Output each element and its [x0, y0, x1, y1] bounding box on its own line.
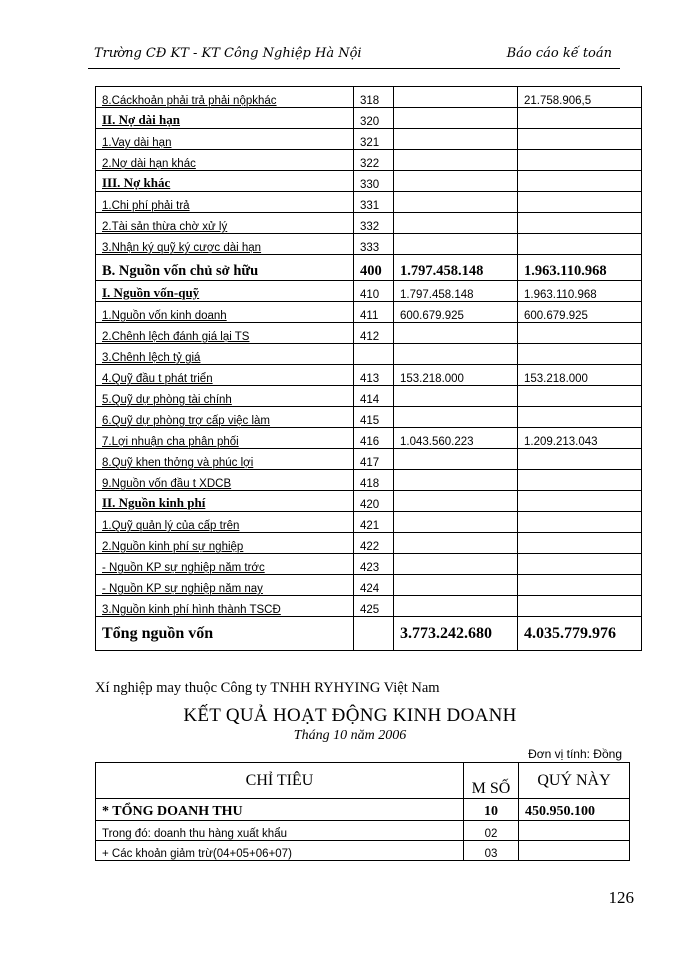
table-row	[96, 799, 630, 821]
row-code: 415	[354, 407, 394, 428]
table-row	[96, 171, 642, 192]
report-title: KẾT QUẢ HOẠT ĐỘNG KINH DOANH	[183, 705, 517, 726]
row-value-closing: 1.963.110.968	[518, 255, 642, 281]
row-label: 9.Nguồn vốn đầu t XDCB	[96, 470, 354, 491]
row-value-opening	[394, 108, 518, 129]
table-row	[96, 386, 642, 407]
table-header-row	[96, 763, 630, 799]
row-label: II. Nguồn kinh phí	[96, 491, 354, 512]
row-label: I. Nguồn vốn-quỹ	[96, 281, 354, 302]
table-row	[96, 234, 642, 255]
row-code: 410	[354, 281, 394, 302]
row-code: 331	[354, 192, 394, 213]
table-row	[96, 192, 642, 213]
row-value-opening	[394, 575, 518, 596]
row-value-opening	[394, 150, 518, 171]
table-row	[96, 491, 642, 512]
row-code: 424	[354, 575, 394, 596]
row-label: III. Nợ khác	[96, 171, 354, 192]
row-label: - Nguồn KP sự nghiệp năm nay	[96, 575, 354, 596]
row-value-opening	[394, 323, 518, 344]
row-value-opening	[394, 512, 518, 533]
row-value-opening	[394, 129, 518, 150]
table-row	[96, 449, 642, 470]
row-value-closing	[518, 449, 642, 470]
row-value-closing: 1.963.110.968	[518, 281, 642, 302]
table-row	[96, 87, 642, 108]
row-label: 3.Nhận ký quỹ ký cược dài hạn	[96, 234, 354, 255]
row-value-closing	[518, 533, 642, 554]
row-value	[519, 821, 630, 841]
row-code: 10	[464, 799, 519, 821]
row-value-closing: 1.209.213.043	[518, 428, 642, 449]
table-row	[96, 428, 642, 449]
row-label: 6.Quỹ dự phòng trợ cấp việc làm	[96, 407, 354, 428]
row-code: 425	[354, 596, 394, 617]
company-name: Xí nghiệp may thuộc Công ty TNHH RYHYING Việt Nam	[95, 680, 440, 696]
row-label: 2.Tài sản thừa chờ xử lý	[96, 213, 354, 234]
row-value-opening: 1.797.458.148	[394, 281, 518, 302]
total-opening: 3.773.242.680	[394, 617, 518, 651]
table-row	[96, 533, 642, 554]
table-row	[96, 407, 642, 428]
row-value-closing	[518, 596, 642, 617]
row-code: 03	[464, 841, 519, 861]
income-statement-table	[95, 762, 630, 861]
row-value-opening	[394, 554, 518, 575]
table-row	[96, 821, 630, 841]
row-code	[354, 344, 394, 365]
row-value-opening: 1.797.458.148	[394, 255, 518, 281]
row-label: 3.Chênh lệch tỷ giá	[96, 344, 354, 365]
row-value-opening	[394, 449, 518, 470]
table-row	[96, 470, 642, 491]
row-value-opening	[394, 192, 518, 213]
total-closing: 4.035.779.976	[518, 617, 642, 651]
table-row	[96, 129, 642, 150]
row-code: 411	[354, 302, 394, 323]
row-value-opening	[394, 386, 518, 407]
row-value-closing: 21.758.906,5	[518, 87, 642, 108]
row-code: 423	[354, 554, 394, 575]
row-value-opening	[394, 470, 518, 491]
row-value-closing	[518, 575, 642, 596]
row-value-opening	[394, 491, 518, 512]
header-report-type: Báo cáo kế toán	[506, 46, 612, 61]
row-label: 1.Vay dài hạn	[96, 129, 354, 150]
row-value-closing	[518, 150, 642, 171]
row-label: Trong đó: doanh thu hàng xuất khẩu	[96, 821, 464, 841]
row-value-opening: 153.218.000	[394, 365, 518, 386]
row-code: 421	[354, 512, 394, 533]
table-row	[96, 596, 642, 617]
row-value-closing: 153.218.000	[518, 365, 642, 386]
row-code: 333	[354, 234, 394, 255]
row-label: B. Nguồn vốn chủ sở hữu	[96, 255, 354, 281]
page-header	[88, 44, 620, 66]
row-value	[519, 841, 630, 861]
row-value-opening	[394, 213, 518, 234]
row-value-opening: 1.043.560.223	[394, 428, 518, 449]
row-code: 416	[354, 428, 394, 449]
row-code: 414	[354, 386, 394, 407]
row-label: II. Nợ dài hạn	[96, 108, 354, 129]
row-value-opening	[394, 596, 518, 617]
row-label: 2.Nợ dài hạn khác	[96, 150, 354, 171]
row-value-closing	[518, 491, 642, 512]
table-row	[96, 841, 630, 861]
unit-label: Đơn vị tính: Đồng	[528, 747, 622, 761]
table-row	[96, 554, 642, 575]
row-label: - Nguồn KP sự nghiệp năm trớc	[96, 554, 354, 575]
row-value-closing	[518, 407, 642, 428]
row-label: 8.Cáckhoản phải trả phải nộpkhác	[96, 87, 354, 108]
row-label: 5.Quỹ dự phòng tài chính	[96, 386, 354, 407]
table-row	[96, 365, 642, 386]
row-code: 413	[354, 365, 394, 386]
row-value-opening	[394, 533, 518, 554]
row-value-closing	[518, 192, 642, 213]
row-code: 400	[354, 255, 394, 281]
row-label: 4.Quỹ đầu t phát triển	[96, 365, 354, 386]
balance-sheet-table	[95, 86, 642, 651]
table-row	[96, 323, 642, 344]
row-code: 418	[354, 470, 394, 491]
total-row	[96, 617, 642, 651]
table-row	[96, 512, 642, 533]
page-number: 126	[608, 888, 634, 907]
row-label: 2.Nguồn kinh phí sự nghiệp	[96, 533, 354, 554]
row-value-closing	[518, 470, 642, 491]
report-period: Tháng 10 năm 2006	[293, 728, 407, 743]
row-value-opening	[394, 407, 518, 428]
row-value-opening	[394, 234, 518, 255]
row-label: 2.Chênh lệch đánh giá lại TS	[96, 323, 354, 344]
header-divider	[88, 68, 620, 69]
row-code: 420	[354, 491, 394, 512]
total-label: Tổng nguồn vốn	[96, 617, 354, 651]
row-value-closing	[518, 344, 642, 365]
row-value-closing: 600.679.925	[518, 302, 642, 323]
row-label: 3.Nguồn kinh phí hình thành TSCĐ	[96, 596, 354, 617]
row-value-closing	[518, 129, 642, 150]
table-row	[96, 302, 642, 323]
row-label: + Các khoản giảm trừ(04+05+06+07)	[96, 841, 464, 861]
row-code: 422	[354, 533, 394, 554]
row-value: 450.950.100	[519, 799, 630, 821]
row-code: 318	[354, 87, 394, 108]
row-value-opening	[394, 344, 518, 365]
row-label: * TỔNG DOANH THU	[96, 799, 464, 821]
row-value-closing	[518, 234, 642, 255]
row-code: 322	[354, 150, 394, 171]
table-row	[96, 108, 642, 129]
header-indicator: CHỈ TIÊU	[96, 763, 464, 799]
table-row	[96, 213, 642, 234]
row-code: 412	[354, 323, 394, 344]
header-school: Trường CĐ KT - KT Công Nghiệp Hà Nội	[94, 46, 362, 61]
table-row	[96, 255, 642, 281]
table-row	[96, 150, 642, 171]
row-code: 02	[464, 821, 519, 841]
table-row	[96, 575, 642, 596]
header-code: M SỐ	[464, 763, 519, 799]
row-label: 1.Quỹ quản lý của cấp trên	[96, 512, 354, 533]
row-code: 330	[354, 171, 394, 192]
row-code: 321	[354, 129, 394, 150]
table-row	[96, 344, 642, 365]
row-value-closing	[518, 108, 642, 129]
row-code: 417	[354, 449, 394, 470]
row-value-closing	[518, 323, 642, 344]
row-value-closing	[518, 171, 642, 192]
row-value-opening	[394, 171, 518, 192]
row-value-opening: 600.679.925	[394, 302, 518, 323]
table-row	[96, 281, 642, 302]
header-this-quarter: QUÝ NÀY	[519, 763, 630, 799]
row-label: 1.Chi phí phải trả	[96, 192, 354, 213]
row-value-closing	[518, 554, 642, 575]
row-code: 320	[354, 108, 394, 129]
row-code: 332	[354, 213, 394, 234]
row-label: 8.Quỹ khen thởng và phúc lợi	[96, 449, 354, 470]
row-label: 1.Nguồn vốn kinh doanh	[96, 302, 354, 323]
total-code	[354, 617, 394, 651]
row-label: 7.Lợi nhuận cha phân phối	[96, 428, 354, 449]
row-value-closing	[518, 386, 642, 407]
row-value-closing	[518, 512, 642, 533]
row-value-closing	[518, 213, 642, 234]
row-value-opening	[394, 87, 518, 108]
